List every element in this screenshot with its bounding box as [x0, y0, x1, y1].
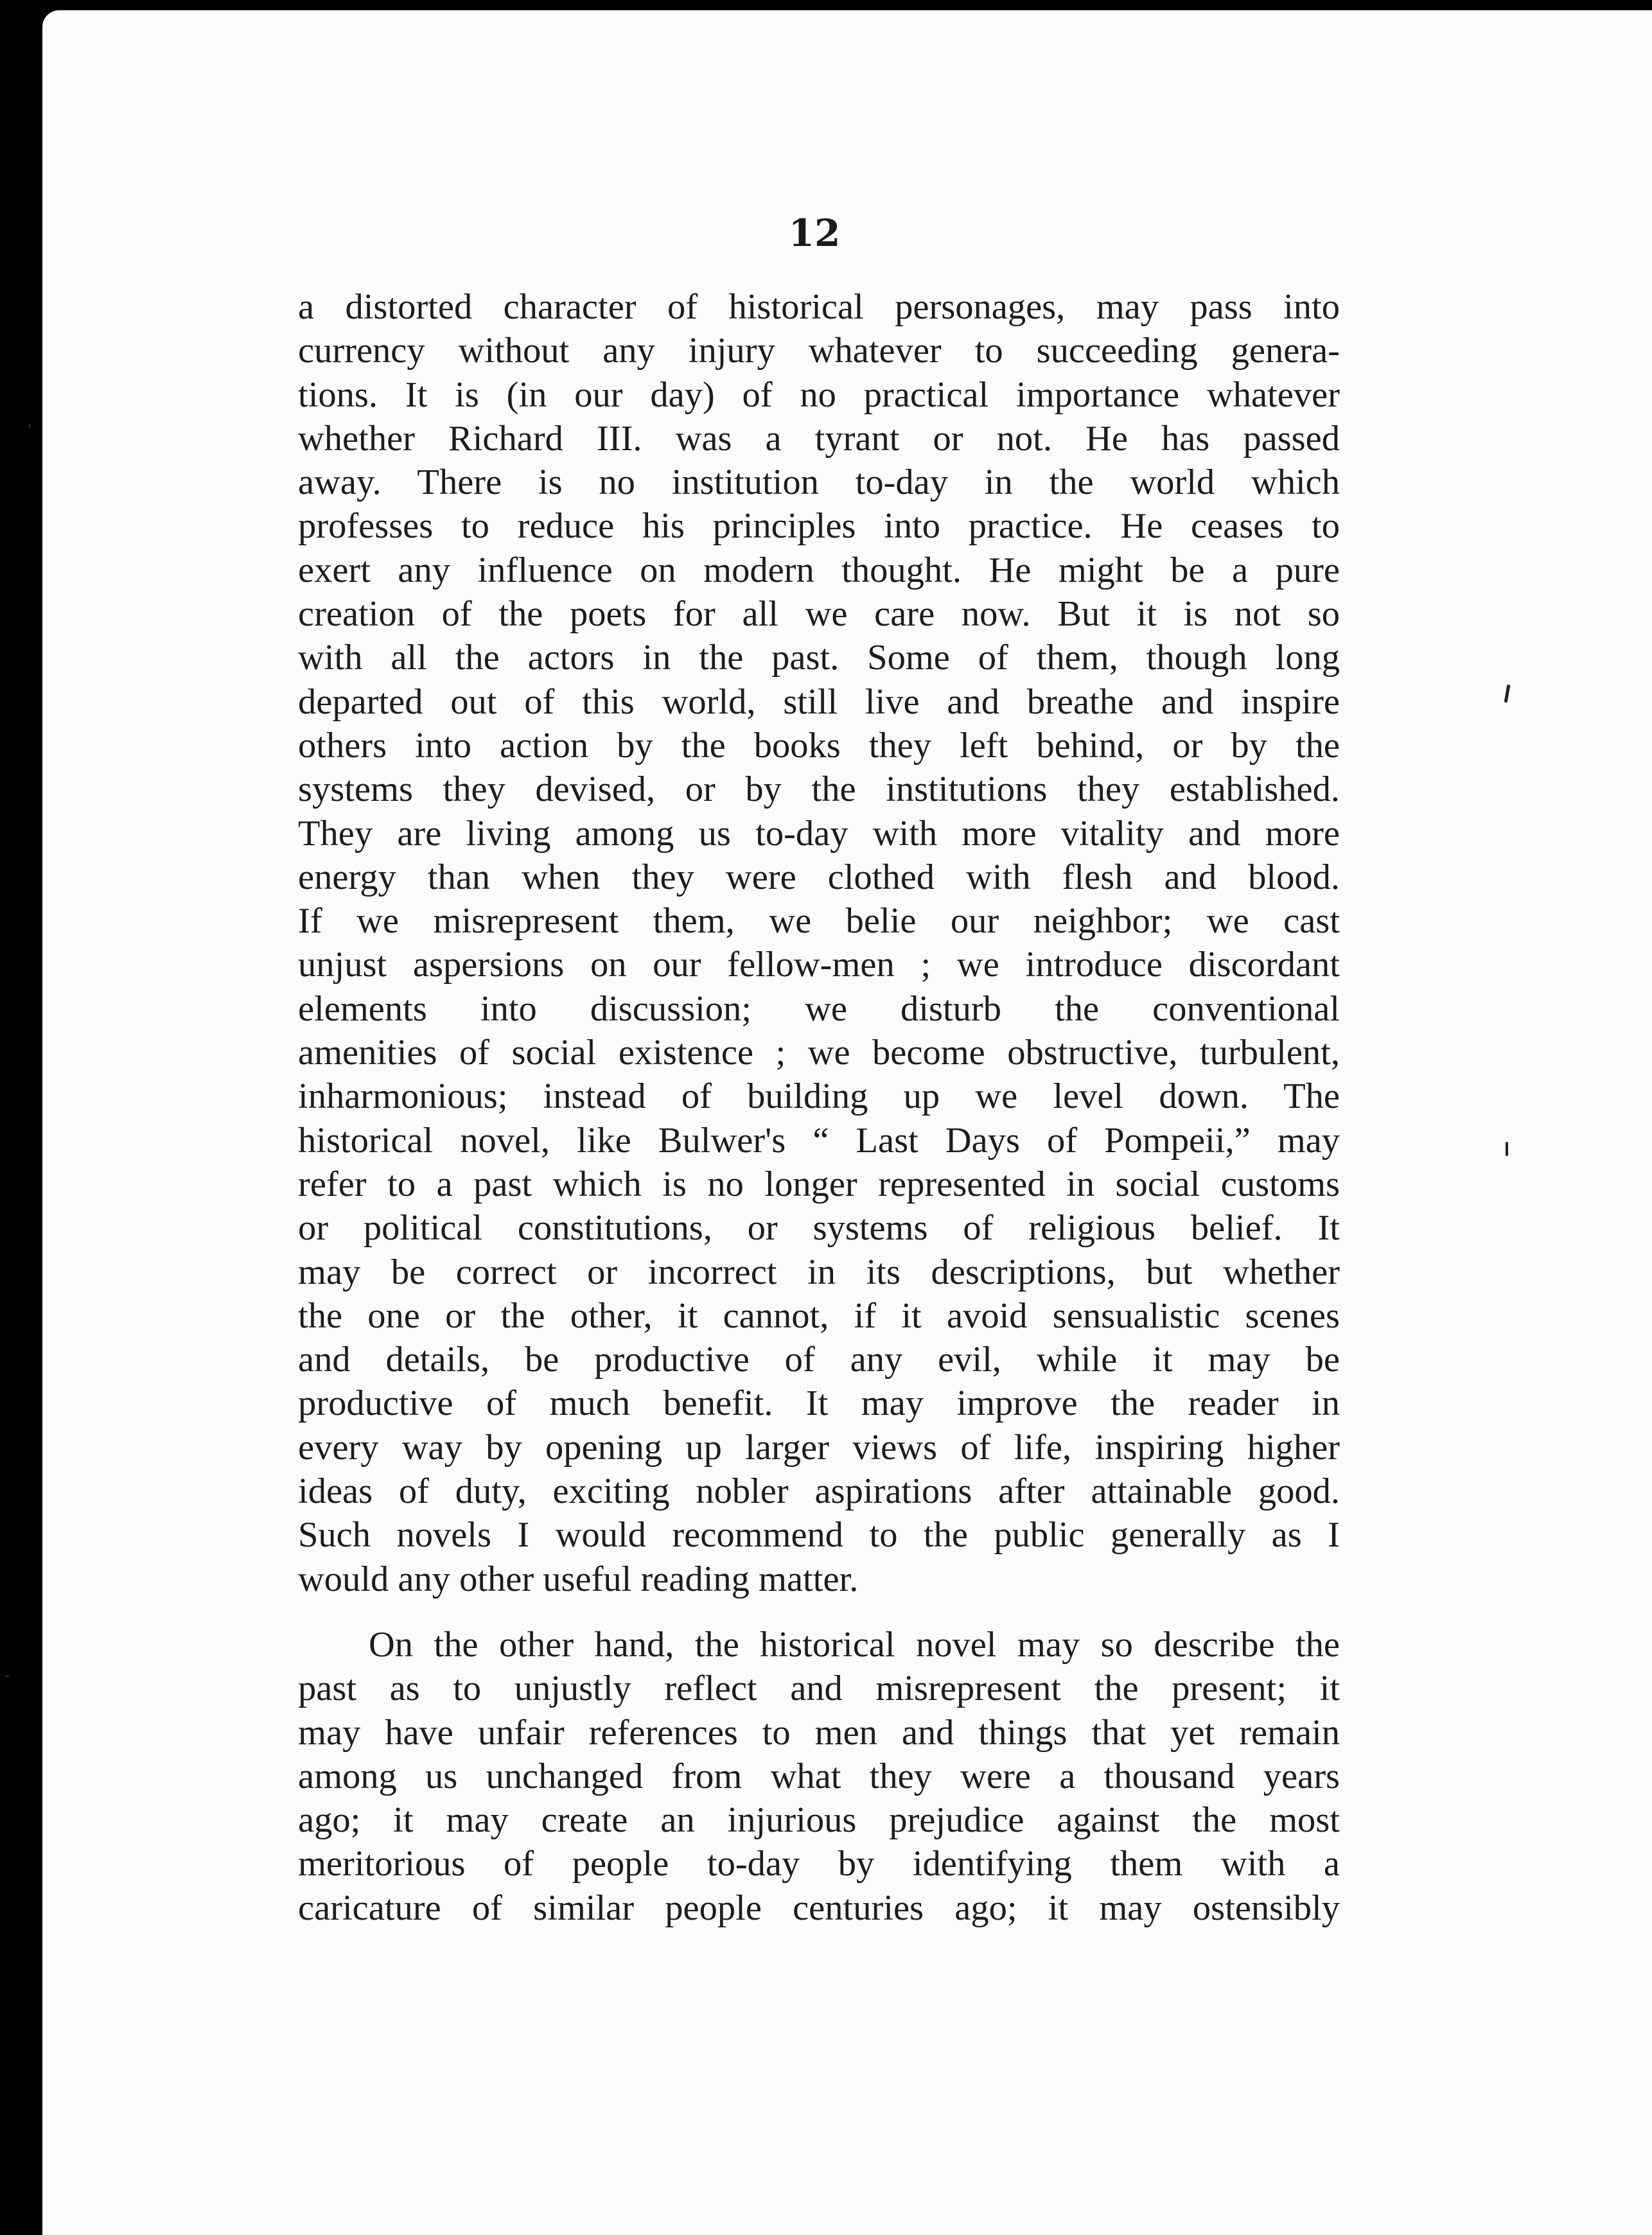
text-line: a distorted character of historical personages, may pass into: [298, 287, 1340, 327]
page-number: 12: [788, 211, 841, 255]
text-line: past as to unjustly reflect and misrepresent the present; it: [298, 1669, 1340, 1709]
text-line: currency without any injury whatever to succeeding genera-: [298, 331, 1340, 371]
text-line: historical novel, like Bulwer's “ Last Days of Pompeii,” may: [298, 1120, 1340, 1161]
text-line: On the other hand, the historical novel may so describe the: [369, 1624, 1340, 1665]
body-text: [298, 285, 1340, 1930]
text-line: productive of much benefit. It may improve the reader in: [298, 1383, 1340, 1424]
text-line: whether Richard III. was a tyrant or not. He has passed: [298, 418, 1340, 459]
paragraph-1: [298, 285, 1340, 1601]
book-page: [42, 10, 1652, 2235]
text-line: refer to a past which is no longer represented in social customs: [298, 1164, 1340, 1204]
text-line: amenities of social existence ; we become obstructive, turbulent,: [298, 1033, 1340, 1073]
text-line: inharmonious; instead of building up we level down. The: [298, 1076, 1340, 1117]
text-line: ago; it may create an injurious prejudice against the most: [298, 1800, 1340, 1841]
scan-mark: [1506, 1142, 1508, 1156]
text-line: the one or the other, it cannot, if it avoid sensualistic scenes: [298, 1295, 1340, 1336]
text-line: elements into discussion; we disturb the conventional: [298, 988, 1340, 1029]
text-line: may have unfair references to men and things that yet remain: [298, 1712, 1340, 1753]
text-line: caricature of similar people centuries ago; it may ostensibly: [298, 1888, 1340, 1928]
text-line: or political constitutions, or systems of religious belief. It: [298, 1208, 1340, 1249]
text-line: ideas of duty, exciting nobler aspirations after attainable good.: [298, 1471, 1340, 1512]
text-line: exert any influence on modern thought. He might be a pure: [298, 550, 1340, 590]
scan-mark: [1504, 685, 1511, 703]
paragraph-gap: [298, 1601, 1340, 1623]
scan-mark: [28, 424, 31, 428]
text-line: Such novels I would recommend to the public generally as I: [298, 1515, 1340, 1556]
text-line: away. There is no institution to-day in the world which: [298, 462, 1340, 503]
text-line: creation of the poets for all we care now. But it is not so: [298, 594, 1340, 635]
text-line: They are living among us to-day with more vitality and more: [298, 813, 1340, 854]
text-line: departed out of this world, still live and breathe and inspire: [298, 681, 1340, 722]
text-line: professes to reduce his principles into practice. He ceases to: [298, 506, 1340, 547]
text-line: among us unchanged from what they were a thousand years: [298, 1756, 1340, 1796]
text-line: unjust aspersions on our fellow-men ; we introduce discordant: [298, 945, 1340, 985]
paragraph-2: [298, 1623, 1340, 1930]
scan-mark: [5, 1675, 9, 1678]
text-line: systems they devised, or by the institutions they established.: [298, 769, 1340, 810]
text-line: and details, be productive of any evil, while it may be: [298, 1340, 1340, 1380]
text-line: every way by opening up larger views of life, inspiring higher: [298, 1427, 1340, 1468]
text-line: may be correct or incorrect in its descriptions, but whether: [298, 1252, 1340, 1292]
text-line: meritorious of people to-day by identifying them with a: [298, 1844, 1340, 1884]
text-line: tions. It is (in our day) of no practical importance whatever: [298, 374, 1340, 415]
text-line: with all the actors in the past. Some of them, though long: [298, 638, 1340, 678]
text-line: others into action by the books they left behind, or by the: [298, 725, 1340, 766]
text-line: If we misrepresent them, we belie our neighbor; we cast: [298, 901, 1340, 942]
text-line: energy than when they were clothed with flesh and blood.: [298, 857, 1340, 897]
text-line: would any other useful reading matter.: [298, 1559, 859, 1599]
